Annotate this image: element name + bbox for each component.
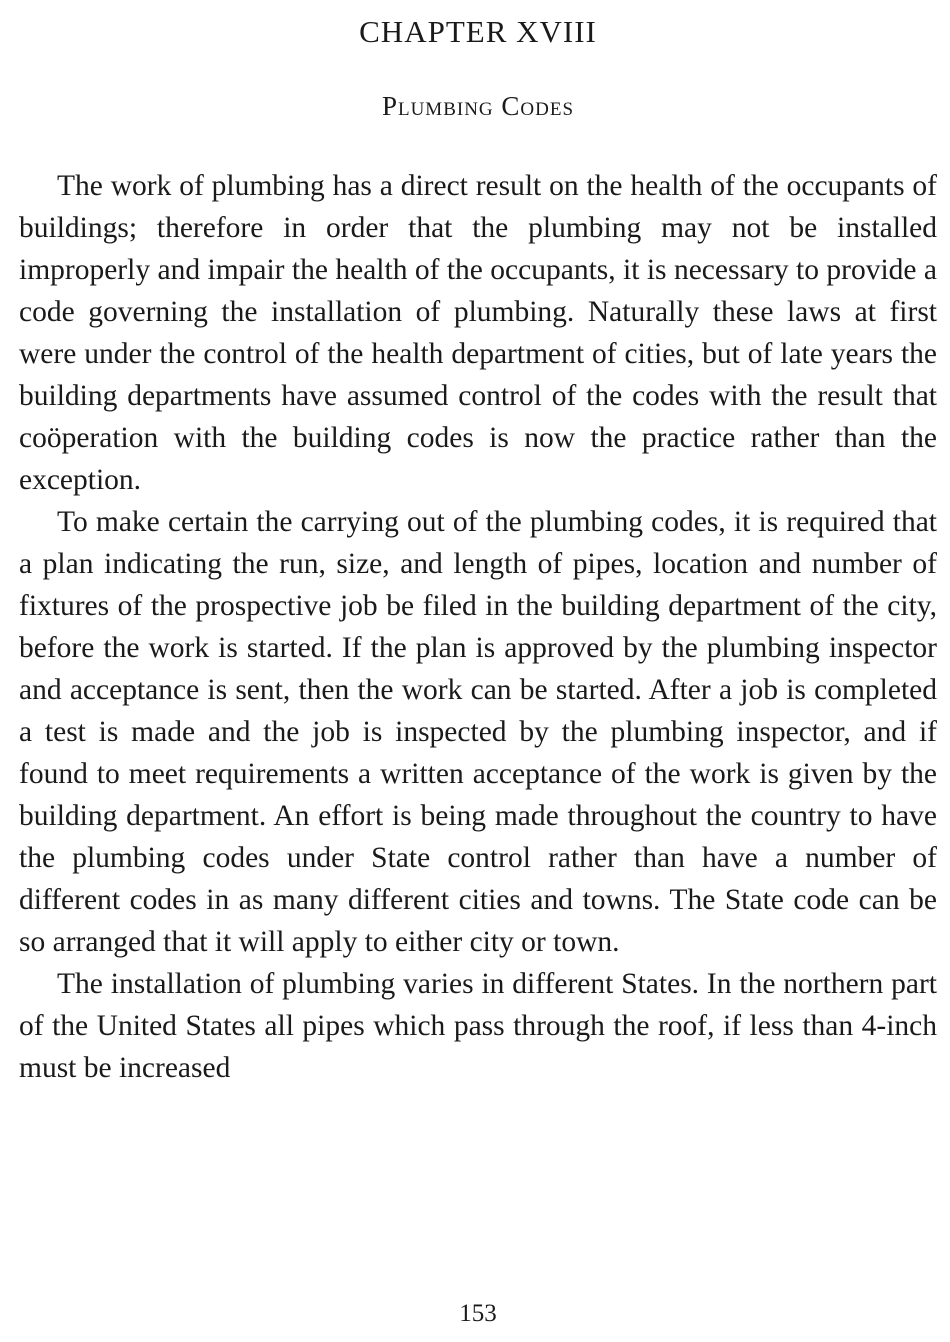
chapter-title: Plumbing Codes bbox=[381, 91, 575, 121]
paragraph: The work of plumbing has a direct result on the health of the occupants of buildings; therefore in order that the plumbing may not be installed improperly and impair the health of the occupants, it is necessary to provide a code governing the installation of plumbing. Naturally these laws at first were under the control of the health department of cities, but of late years the building departments have assumed control of the codes with the result that coöperation with the building codes is now the practice rather than the exception. bbox=[19, 170, 937, 496]
paragraph: To make certain the carrying out of the plumbing codes, it is required that a plan indicating the run, size, and length of pipes, location and number of fixtures of the prospective job be filed in the building department of the city, before the work is started. If the plan is approved by the plumbing inspector and acceptance is sent, then the work can be started. After a job is completed a test is made and the job is inspected by the plumbing inspector, and if found to meet requirements a written acceptance of the work is given by the building department. An effort is being made throughout the country to have the plumbing codes under State control rather than have a number of different codes in as many different cities and towns. The State code can be so arranged that it will apply to either city or town. bbox=[19, 506, 937, 958]
page-number: 153 bbox=[459, 1300, 497, 1327]
body-text bbox=[19, 165, 937, 1089]
chapter-heading: CHAPTER XVIII bbox=[359, 14, 597, 49]
paragraph: The installation of plumbing varies in different States. In the northern part of the United States all pipes which pass through the roof, if less than 4-inch must be increased bbox=[19, 968, 937, 1084]
book-page bbox=[19, 0, 937, 1342]
